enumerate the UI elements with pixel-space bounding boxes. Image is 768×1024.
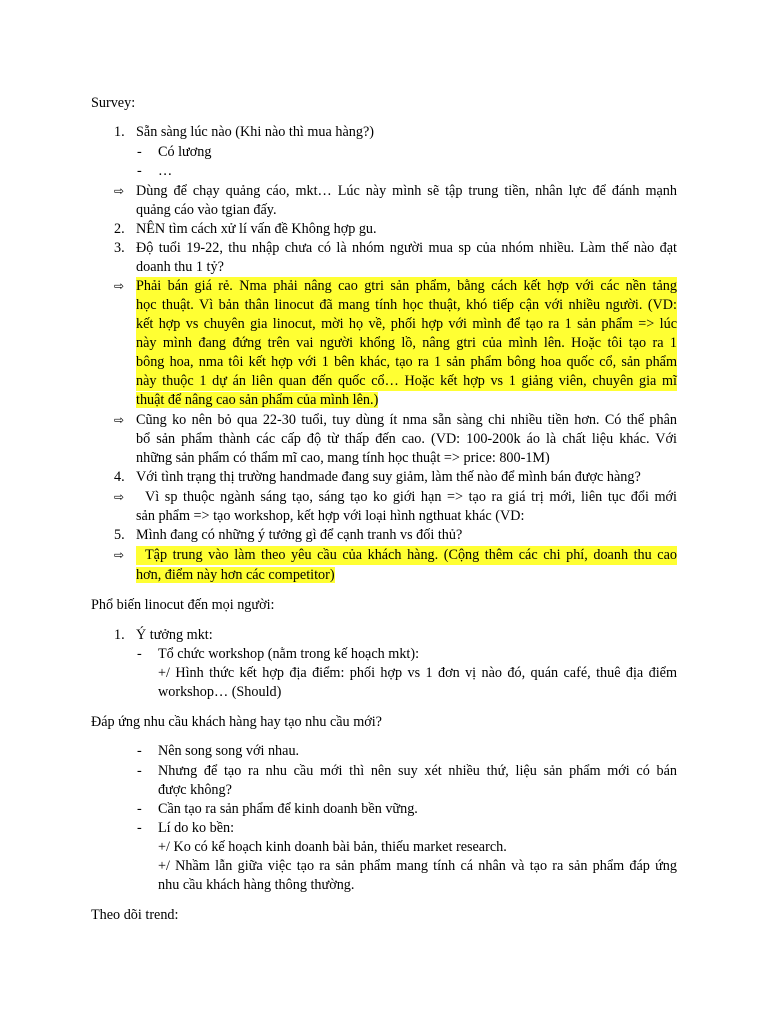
linocut-heading: Phổ biến linocut đến mọi người: [91, 597, 275, 613]
highlighted-line: này mình đang đứng trên vai người khổng lồ, nâng gtri của mình lên. Hoặc tôi tạo ra 1 [136, 335, 677, 351]
highlighted-line: Tập trung vào làm theo yêu cầu của khách hàng. (Cộng thêm các chi phí, doanh thu cao [136, 546, 677, 565]
highlighted-line: kết hợp vs chuyên gia linocut, mời họ về, phối hợp với mình để tạo ra 1 sản phẩm => lúc [136, 316, 677, 332]
highlighted-line: học thuật. Vì bản thân linocut đã mang tính học thuật, khó tiếp cận với nhiều người. (VD: [136, 297, 677, 313]
bullet-item: Lí do ko bền: [158, 820, 235, 836]
arrow-bullet-icon: ⇨ [114, 490, 125, 504]
list-item-line: Độ tuổi 19-22, thu nhập chưa có là nhóm người mua sp của nhóm nhiều. Làm thế nào đạt [136, 240, 677, 256]
list-item: Ý tưởng mkt: [136, 627, 213, 643]
arrow-item-line: Dùng để chạy quảng cáo, mkt… Lúc này mình sẽ tập trung tiền, nhân lực để đánh mạnh [136, 183, 677, 199]
detail-line: +/ Nhầm lẫn giữa việc tạo ra sản phẩm mang tính cá nhân và tạo ra sản phẩm đáp ứng [158, 858, 677, 874]
highlighted-line: bông hoa, nma tôi kết hợp với 1 bên khác, tạo ra 1 sản phẩm bông hoa quốc cổ, sản phẩm [136, 354, 677, 370]
sub-list-item: Tổ chức workshop (nằm trong kế hoạch mkt): [158, 646, 420, 662]
arrow-bullet-icon: ⇨ [114, 184, 125, 198]
arrow-item-line: bổ sản phẩm thành các cấp độ từ thấp đến cao. (VD: 100-200k áo là chất liệu khác. Với [136, 431, 677, 447]
bullet-item-line: được không? [158, 782, 232, 798]
highlighted-line: hơn, điểm này hơn các competitor) [136, 567, 335, 583]
arrow-item-line: sản phẩm => tạo workshop, kết hợp với loại hình ngthuat khác (VD: [136, 508, 525, 524]
list-number: 3. [114, 240, 125, 256]
arrow-item-line: quảng cáo vào tgian đấy. [136, 202, 277, 218]
detail-line: nhu cầu khách hàng thông thường. [158, 877, 355, 893]
dash-bullet: - [137, 820, 142, 836]
dash-bullet: - [137, 144, 142, 160]
arrow-item-line: Vì sp thuộc ngành sáng tạo, sáng tạo ko giới hạn => tạo ra giá trị mới, liên tục đổi mới [145, 489, 677, 505]
list-number: 4. [114, 469, 125, 485]
highlighted-line: Phải bán giá rẻ. Nma phải nâng cao gtri sản phẩm, bằng cách kết hợp với các nền tảng [136, 278, 677, 294]
list-number: 2. [114, 221, 125, 237]
arrow-bullet-icon: ⇨ [114, 279, 125, 293]
detail-line: workshop… (Should) [158, 684, 282, 700]
arrow-item-line: Cũng ko nên bỏ qua 22-30 tuổi, tuy dùng ít nma sẵn sàng chi nhiều tiền hơn. Có thể phân [136, 412, 677, 428]
dash-bullet: - [137, 646, 142, 662]
survey-heading: Survey: [91, 95, 136, 111]
dash-bullet: - [137, 743, 142, 759]
arrow-bullet-icon: ⇨ [114, 413, 125, 427]
sub-list-item: Có lương [158, 144, 212, 160]
list-number: 5. [114, 527, 125, 543]
list-number: 1. [114, 627, 125, 643]
dash-bullet: - [137, 801, 142, 817]
dash-bullet: - [137, 163, 142, 179]
bullet-item: Cần tạo ra sản phẩm để kinh doanh bền vững. [158, 801, 418, 817]
bullet-item-line: Nhưng để tạo ra nhu cầu mới thì nên suy xét nhiều thứ, liệu sản phẩm mới có bán [158, 763, 677, 779]
highlighted-line: này thuộc 1 dự án liên quan đến quốc cổ… Hoặc kết hợp vs 1 giảng viên, chuyên gia mĩ [136, 373, 677, 389]
detail-line: +/ Ko có kế hoạch kinh doanh bài bản, thiếu market research. [158, 839, 507, 855]
bullet-item: Nên song song với nhau. [158, 743, 300, 759]
highlighted-line: thuật để nâng cao sản phẩm của mình lên.) [136, 392, 379, 408]
sub-list-item: … [158, 163, 173, 179]
trend-heading: Theo dõi trend: [91, 907, 179, 923]
demand-heading: Đáp ứng nhu cầu khách hàng hay tạo nhu cầu mới? [91, 714, 382, 730]
list-item: Với tình trạng thị trường handmade đang suy giảm, làm thế nào để mình bán được hàng? [136, 469, 641, 485]
dash-bullet: - [137, 763, 142, 779]
arrow-bullet-icon: ⇨ [114, 548, 125, 562]
list-item: Sẵn sàng lúc nào (Khi nào thì mua hàng?) [136, 124, 374, 140]
list-number: 1. [114, 124, 125, 140]
list-item-line: doanh thu 1 tỷ? [136, 259, 224, 275]
arrow-item-line: những sản phẩm có thẩm mĩ cao, mang tính học thuật => price: 800-1M) [136, 450, 550, 466]
list-item: Mình đang có những ý tưởng gì để cạnh tranh vs đối thủ? [136, 527, 463, 543]
list-item: NÊN tìm cách xử lí vấn đề Không hợp gu. [136, 221, 377, 237]
detail-line: +/ Hình thức kết hợp địa điểm: phối hợp vs 1 đơn vị nào đó, quán café, thuê địa điểm [158, 665, 677, 681]
